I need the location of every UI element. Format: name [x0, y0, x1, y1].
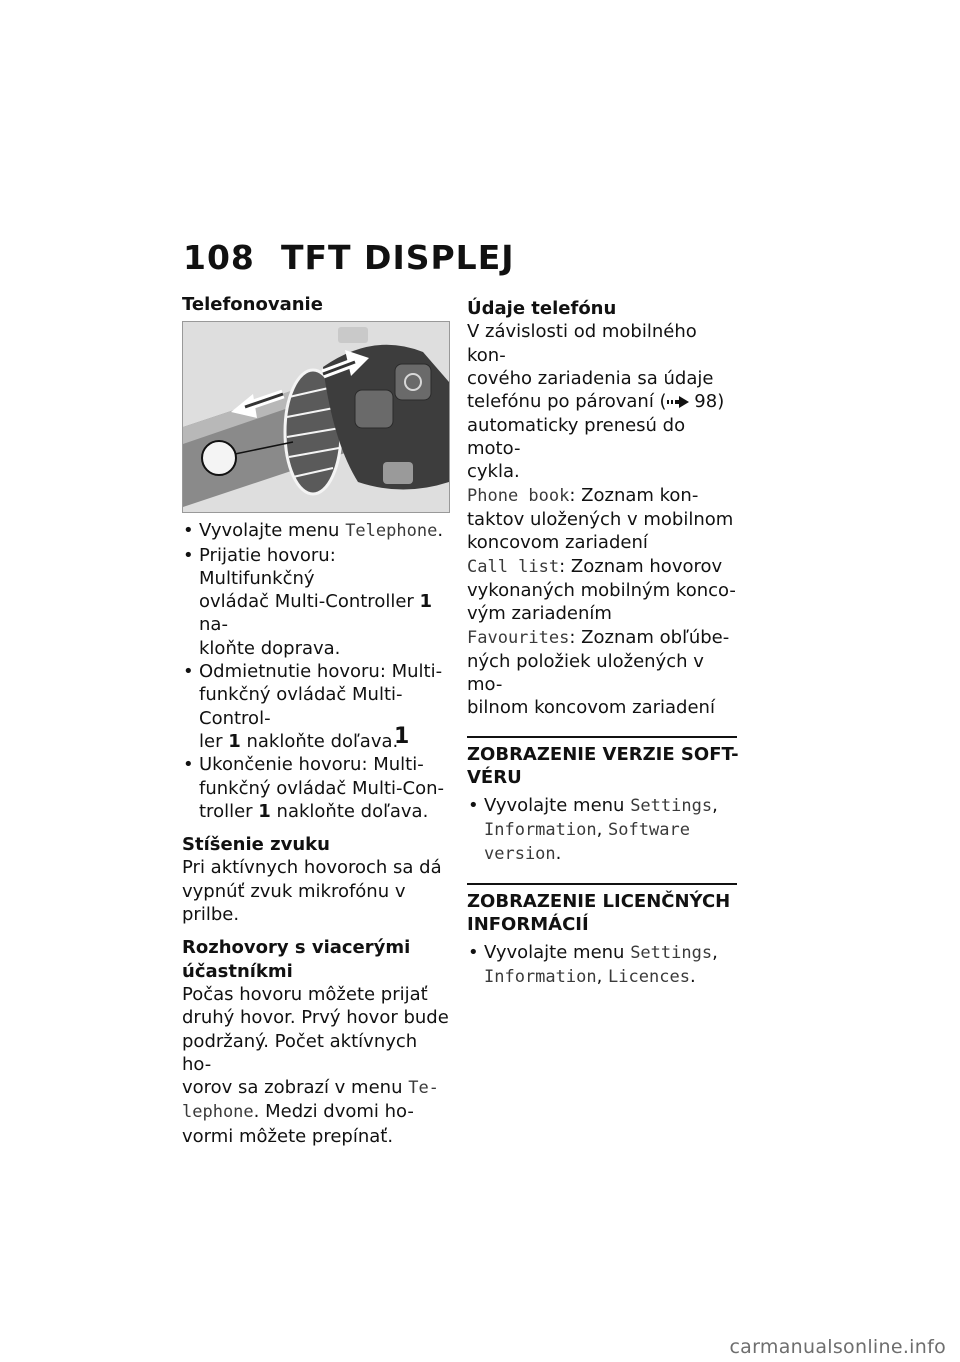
telephony-steps	[182, 519, 452, 823]
right-column	[467, 297, 739, 989]
list-item: • Odmietnutie hovoru: Multi- funkčný ovládač Multi-Control- ler 1 nakloňte doľava.	[182, 660, 452, 753]
conference-text: Počas hovoru môžete prijať druhý hovor. Prvý hovor bude podržaný. Počet aktívnych ho- vorov sa zobrazí v menu Te- lephone. Medzi dvomi ho- vormi môžete prepínať.	[182, 983, 449, 1147]
list-item: • Ukončenie hovoru: Multi- funkčný ovládač Multi-Con- troller 1 nakloňte doľava.	[182, 753, 452, 823]
chapter-title: TFT DISPLEJ	[281, 238, 515, 277]
menu-call-list: Call list	[467, 556, 560, 577]
licences-title: ZOBRAZENIE LICENČNÝCH INFORMÁCIÍ	[467, 890, 731, 935]
list-item: • Vyvolajte menu Telephone.	[182, 519, 452, 543]
menu-telephone: Telephone	[345, 521, 438, 542]
mute-text: Pri aktívnych hovoroch sa dá vypnúť zvuk mikrofónu v prilbe.	[182, 857, 442, 926]
phone-data-text: V závislosti od mobilného kon- cového zariadenia sa údaje telefónu po párovaní ( 98) automaticky prenesú do moto- cykla. Phone book: Zoznam kon- taktov uložených v mobilnom koncovom zariadení Call list: Zoznam hovorov vykonaných mobilným konco- vým zariadením Favourites: Zoznam obľúbe- ných položiek uložených v mo- bilnom koncovom zariadení	[467, 321, 736, 719]
section-divider	[467, 736, 737, 738]
software-version-steps	[467, 794, 739, 867]
list-item: • Vyvolajte menu Settings, Information, Licences.	[467, 941, 739, 990]
left-column	[182, 293, 452, 1148]
multi-controller-illustration-icon	[183, 322, 449, 512]
list-item: • Prijatie hovoru: Multifunkčný ovládač Multi-Controller 1 na- kloňte doprava.	[182, 544, 452, 660]
arrow-ref-icon	[667, 391, 689, 414]
menu-favourites: Favourites	[467, 627, 570, 648]
section-divider	[467, 883, 737, 885]
software-version-title: ZOBRAZENIE VERZIE SOFT- VÉRU	[467, 743, 739, 788]
watermark: carmanualsonline.info	[729, 1336, 946, 1358]
conference-heading: Rozhovory s viacerými účastníkmi	[182, 937, 411, 982]
page-number: 108	[183, 238, 255, 277]
mute-heading: Stíšenie zvuku	[182, 834, 330, 856]
licences-steps	[467, 941, 739, 990]
phone-data-heading: Údaje telefónu	[467, 298, 617, 319]
menu-phone-book: Phone book	[467, 485, 570, 506]
list-item: • Vyvolajte menu Settings, Information, Software version.	[467, 794, 739, 867]
telephony-heading: Telefonovanie	[182, 294, 323, 315]
callout-label: 1	[394, 724, 410, 749]
